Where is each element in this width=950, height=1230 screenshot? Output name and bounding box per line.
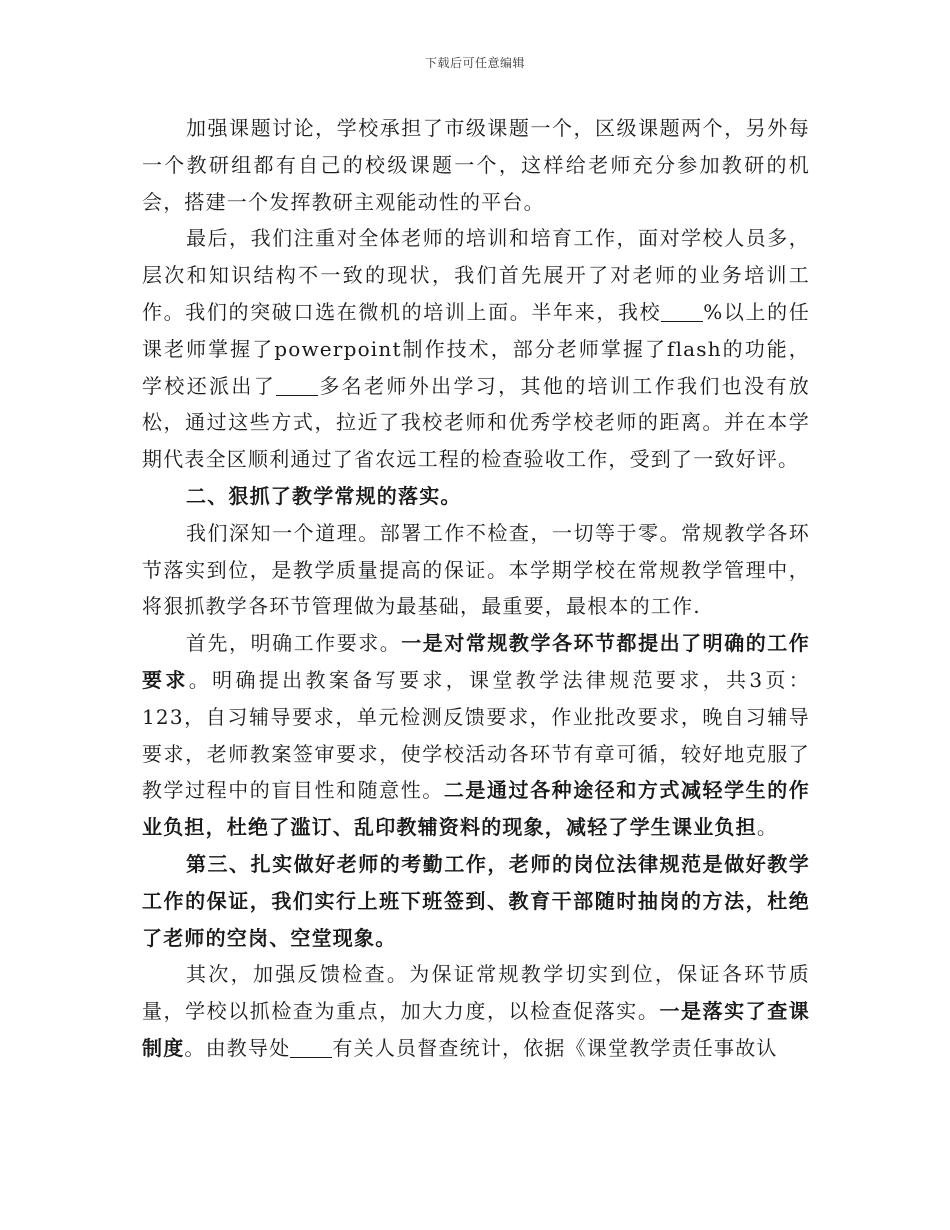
paragraph-work-requirements: [142, 625, 810, 846]
bold-text: 二是通过各种途径和方式减轻学生的作业负担，杜绝了滥订、乱印教辅资料的现象，减轻了学生课业负担: [142, 778, 810, 840]
paragraph-text: 我们深知一个道理。部署工作不检查，一切等于零。常规教学各环节落实到位，是教学质量提高的保证。本学期学校在常规教学管理中，将狠抓教学各环节管理做为最基础，最重要，最根本的工作.: [142, 520, 810, 619]
paragraph-text: 。由教导处: [184, 1035, 291, 1060]
paragraph-feedback-check: [142, 956, 810, 1066]
paragraph-text: 有关人员督查统计，依据《课堂教学责任事故认: [332, 1035, 778, 1060]
paragraph-text: 首先，明确工作要求。: [186, 631, 402, 656]
paragraph-text: 多名老师外出学习，其他的培训工作我们也没有放松，通过这些方式，拉近了我校老师和优秀学校老师的距离。并在本学期代表全区顺利通过了省农远工程的检查验收工作，受到了一致好评。: [142, 373, 811, 472]
section-heading: 二、狠抓了教学常规的落实。: [186, 483, 462, 508]
paragraph-text: 加强课题讨论，学校承担了市级课题一个，区级课题两个，另外每一个教研组都有自己的校级课题一个，这样给老师充分参加教研的机会，搭建一个发挥教研主观能动性的平台。: [142, 116, 810, 214]
paragraph-research-topics: [142, 110, 810, 220]
paragraph-text: %以上的任课老师掌握了powerpoint制作技术，部分老师掌握了flash的功能，学校还派出了: [142, 299, 810, 398]
fill-blank: [290, 1037, 332, 1058]
fill-blank: [661, 301, 703, 322]
document-body: [142, 110, 810, 1067]
paragraph-text: 其次，加强反馈检查。为保证常规教学切实到位，保证各环节质量，学校以抓检查为重点，加大力度，以检查促落实。: [142, 962, 810, 1024]
bold-text: 一是对常规教学各环节都提出了明确的工作要求: [142, 631, 810, 692]
fill-blank: [276, 375, 318, 396]
paragraph-teacher-training: [142, 220, 810, 478]
paragraph-attendance: 第三、扎实做好老师的考勤工作，老师的岗位法律规范是做好教学工作的保证，我们实行上班下班签到、教育干部随时抽岗的方法，杜绝了老师的空岗、空堂现象。: [142, 851, 810, 950]
paragraph-text: 。: [756, 815, 779, 840]
page-header: 下载后可任意编辑: [424, 56, 525, 70]
paragraph-routine-teaching: [142, 515, 810, 625]
paragraph-text: 。明确提出教案备写要求，课堂教学法律规范要求，共3页：123，自习辅导要求，单元检测反馈要求，作业批改要求，晚自习辅导要求，老师教案签审要求，使学校活动各环节有章可循，较好地克服了教学过程中的盲目性和随意性。: [142, 667, 811, 803]
bold-text: 一是落实了查课制度: [142, 999, 810, 1060]
paragraph-text: 最后，我们注重对全体老师的培训和培育工作，面对学校人员多，层次和知识结构不一致的现状，我们首先展开了对老师的业务培训工作。我们的突破口选在微机的培训上面。半年来，我校: [142, 226, 810, 324]
